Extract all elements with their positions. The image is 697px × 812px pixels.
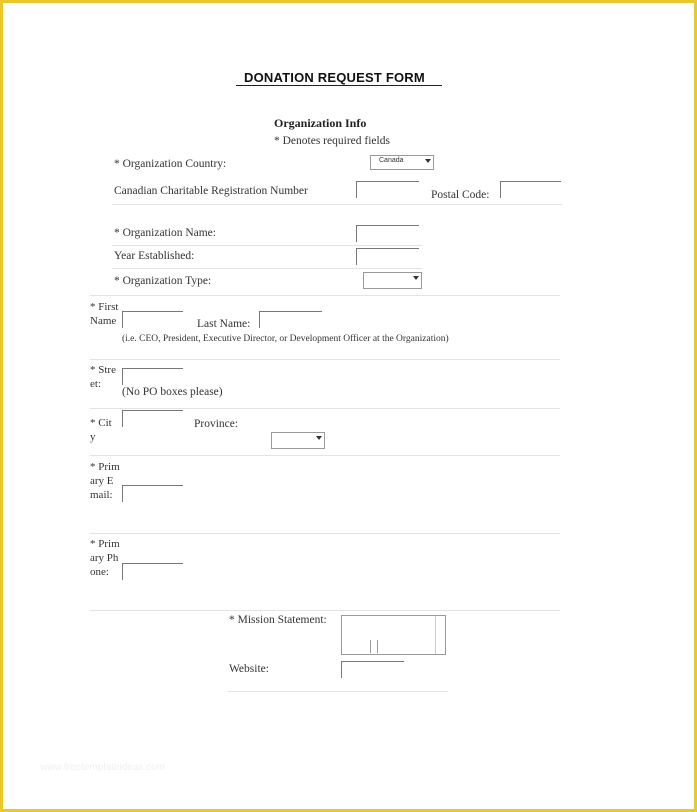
required-note: * Denotes required fields bbox=[274, 135, 390, 147]
street-hint: (No PO boxes please) bbox=[122, 386, 223, 398]
divider bbox=[90, 408, 560, 409]
divider bbox=[90, 610, 560, 611]
year-label: Year Established: bbox=[114, 250, 195, 262]
org-name-label: * Organization Name: bbox=[114, 227, 216, 239]
phone-input[interactable] bbox=[122, 563, 183, 580]
chevron-down-icon bbox=[316, 436, 322, 440]
divider bbox=[90, 359, 560, 360]
city-label: * City bbox=[90, 417, 112, 443]
first-name-label: * First Name bbox=[90, 301, 119, 327]
form-title: DONATION REQUEST FORM bbox=[244, 70, 425, 85]
website-input[interactable] bbox=[341, 661, 404, 678]
street-input[interactable] bbox=[122, 368, 183, 385]
charitable-number-input[interactable] bbox=[356, 181, 419, 198]
name-hint: (i.e. CEO, President, Executive Director, or Development Officer at the Organization) bbox=[122, 334, 449, 344]
org-type-label: * Organization Type: bbox=[114, 275, 212, 287]
chevron-down-icon bbox=[425, 159, 431, 163]
textarea-scrollbar[interactable] bbox=[435, 616, 445, 654]
resize-handle-icon[interactable] bbox=[370, 640, 378, 653]
last-name-label: Last Name: bbox=[197, 318, 251, 330]
email-label: * Primary Email: bbox=[90, 461, 120, 501]
mission-label: * Mission Statement: bbox=[229, 614, 327, 626]
city-input[interactable] bbox=[122, 410, 183, 427]
province-select[interactable] bbox=[271, 432, 325, 449]
org-type-select[interactable] bbox=[363, 272, 422, 289]
province-label: Province: bbox=[194, 418, 239, 430]
email-input[interactable] bbox=[122, 485, 183, 502]
mission-textarea[interactable] bbox=[341, 615, 446, 655]
org-name-input[interactable] bbox=[356, 225, 419, 242]
title-underline bbox=[236, 85, 442, 86]
chevron-down-icon bbox=[413, 276, 419, 280]
charitable-label: Canadian Charitable Registration Number bbox=[114, 185, 308, 197]
phone-label: * Primary Phone: bbox=[90, 538, 120, 578]
divider bbox=[112, 268, 422, 269]
watermark: www.freetemplateideas.com bbox=[40, 762, 166, 773]
website-label: Website: bbox=[229, 663, 269, 675]
divider bbox=[90, 455, 560, 456]
country-select[interactable] bbox=[370, 155, 434, 170]
country-label: * Organization Country: bbox=[114, 158, 227, 170]
year-input[interactable] bbox=[356, 248, 419, 265]
divider bbox=[112, 204, 562, 205]
last-name-input[interactable] bbox=[259, 311, 322, 328]
divider bbox=[90, 533, 560, 534]
street-label: * Street: bbox=[90, 364, 116, 390]
first-name-input[interactable] bbox=[122, 311, 183, 328]
country-select-value: Canada bbox=[379, 157, 404, 164]
divider bbox=[112, 245, 422, 246]
section-title: Organization Info bbox=[274, 116, 367, 130]
divider bbox=[90, 295, 560, 296]
postal-code-label: Postal Code: bbox=[431, 189, 490, 201]
divider bbox=[228, 691, 448, 692]
postal-code-input[interactable] bbox=[500, 181, 561, 198]
